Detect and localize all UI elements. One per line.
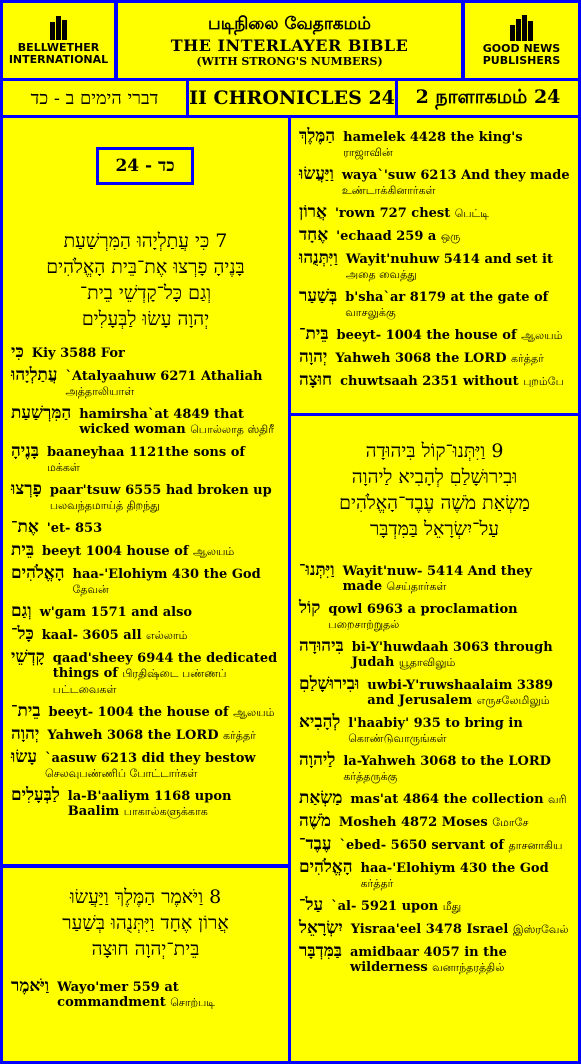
entry-row (299, 225, 570, 245)
entry-text (331, 899, 461, 915)
entry-row (299, 560, 570, 595)
entry-hebrew: קָדְשֵׁי (11, 647, 45, 667)
entry-tamil-gloss: யூதாவிலும் (398, 656, 456, 669)
entry-tamil-gloss: பறைசாற்றுதல் (328, 618, 400, 631)
entry-text (53, 651, 280, 698)
entry-row (299, 370, 570, 390)
entry-english: la-Yahweh 3068 to the LORD (343, 754, 551, 769)
entry-row (299, 788, 570, 808)
entry-tamil-gloss: மீது (442, 900, 462, 913)
entry-row (299, 248, 570, 283)
entry-english: `ebed- 5650 servant of (339, 838, 505, 853)
entry-text (66, 369, 280, 400)
entry-tamil-gloss: வாசலுக்கு (345, 306, 396, 319)
entry-row (11, 601, 280, 621)
entry-english: amidbaar 4057 in the wilderness (350, 945, 507, 975)
entry-hebrew: בָּנֶיהָ (11, 441, 39, 461)
verse8b-entries (291, 118, 578, 390)
verse9-hebrew: 9 וַיִּתְּנוּ־קוֹל בִּיהוּדָה וּבִירוּשָׁלַםִ לְהָבִיא לַיהוָה מַשְׂאַת מֹשֶׁה עֶבֶד־הָאֱלֹהִים עַל־יִשְׂרָאֵל בַּמִּדְבָּר (339, 440, 530, 540)
entry-english: beeyt 1004 house of (42, 544, 189, 559)
entry-text (50, 483, 280, 514)
entry-english: l'haabiy' 935 to bring in (348, 716, 523, 731)
entry-row (299, 895, 570, 915)
entry-tamil-gloss: செலவுபண்ணிப் போட்டார்கள் (45, 767, 198, 780)
entry-tamil-gloss: கர்த்தருக்கு (343, 770, 398, 783)
entry-hebrew: מֹשֶׁה (299, 811, 331, 831)
entry-english: hamirsha`at 4849 that wicked woman (79, 407, 244, 437)
entry-text (340, 838, 563, 854)
entry-english: `al- 5921 upon (331, 899, 439, 914)
entry-text (73, 567, 281, 598)
entry-text (335, 206, 489, 222)
entry-text (40, 605, 193, 620)
entry-text (42, 544, 234, 560)
entry-text (336, 229, 460, 245)
entry-row (11, 976, 280, 1011)
entry-tamil-gloss: கர்த்தர் (223, 729, 256, 742)
entry-tamil-gloss: கர்த்தர் (360, 877, 394, 890)
entry-english: mas'at 4864 the collection (350, 792, 544, 807)
entry-row (299, 202, 570, 222)
entry-tamil-gloss: மோசே (492, 816, 529, 829)
entry-row (299, 918, 570, 938)
entry-tamil-gloss: எருசலேமிலும் (476, 694, 550, 707)
entry-tamil-gloss: புறம்பே (523, 375, 564, 388)
entry-text (47, 521, 102, 536)
entry-hebrew: בֵית־ (11, 701, 41, 721)
entry-row (11, 517, 280, 537)
entry-row (11, 479, 280, 514)
entry-english: uwbi-Y'ruwshaalaim 3389 and Jerusalem (367, 678, 554, 708)
entry-row (11, 365, 280, 400)
right-logo-line1: GOOD NEWS (482, 41, 561, 55)
entry-text (351, 922, 569, 938)
entry-hebrew: וַיֹּאמֶר (11, 976, 50, 996)
entry-text (348, 716, 570, 747)
entry-row (299, 126, 570, 161)
entry-text (361, 861, 571, 892)
entry-row (299, 324, 570, 344)
title-block (118, 3, 461, 78)
entry-row (11, 441, 280, 476)
entry-row (299, 941, 570, 976)
hebrew-book-label: דברי הימים ב - כד (3, 81, 186, 115)
entry-tamil-gloss: மக்கள் (46, 461, 80, 474)
entry-hebrew: חוּצָה (299, 370, 333, 390)
entry-hebrew: פָרְצוּ (11, 479, 42, 499)
entry-hebrew: הַמִּרְשַׁעַת (11, 403, 72, 423)
entry-hebrew: אֲרוֹן (299, 202, 327, 222)
entry-hebrew: וַיַּעֲשׂוּ (299, 164, 334, 184)
verse7-hebrew: 7 כִּי עֲתַלְיָהוּ הַמִּרְשַׁעַת בָּנֶיהָ פָרְצוּ אֶת־בֵּית הָאֱלֹהִים וְגַם כָּל־קָדְשֵׁי בֵית־ יְהוָה עָשׂוּ לַבְּעָלִים (46, 230, 245, 330)
entry-english: qowl 6963 a proclamation (328, 602, 518, 617)
entry-tamil-gloss: வரி (548, 793, 567, 806)
entry-english: Mosheh 4872 Moses (338, 815, 488, 830)
entry-english: b'sha`ar 8179 at the gate of (345, 290, 549, 305)
entry-english: baaneyhaa 1121the sons of (46, 445, 245, 460)
entry-tamil-gloss: பலவந்தமாய்த் திறந்து (49, 499, 160, 512)
entry-hebrew: אֶחָד (299, 225, 329, 245)
entry-english: Wayit'nuw- 5414 And they made (342, 564, 533, 594)
verse8-panel (3, 868, 288, 1061)
entry-row (11, 701, 280, 721)
entry-row (299, 857, 570, 892)
entry-english: `aasuw 6213 did they bestow (45, 751, 256, 766)
entry-hebrew: עֲתַלְיָהוּ (11, 365, 58, 385)
entry-text (342, 168, 570, 199)
entry-text (343, 754, 570, 785)
entry-text (79, 407, 280, 438)
entry-tamil-gloss: செய்தார்கள் (386, 580, 447, 593)
people-icon (510, 15, 533, 41)
entry-row (11, 563, 280, 598)
entry-row (299, 636, 570, 671)
shepherd-staff-icon (50, 16, 67, 40)
entry-hebrew: בְּשַׁעַר (299, 286, 338, 306)
entry-tamil-gloss: ஆலயம் (233, 706, 275, 719)
entry-text (42, 628, 188, 644)
entry-text (335, 351, 544, 367)
verse9-entries (291, 542, 578, 976)
entry-hebrew: הָאֱלֹהִים (299, 857, 353, 877)
entry-text (47, 728, 256, 744)
entry-hebrew: יִשְׂרָאֵל (299, 918, 343, 938)
entry-english: haa-'Elohiym 430 the God (72, 567, 261, 582)
entry-english: Kiy 3588 For (31, 346, 125, 361)
entry-english: bi-Y'huwdaah 3063 through Judah (351, 640, 553, 670)
entry-hebrew: לַבְּעָלִים (11, 785, 60, 805)
entry-text (32, 346, 125, 361)
entry-hebrew: עָשׂוּ (11, 747, 38, 767)
entry-english: la-B'aaliym 1168 upon Baalim (67, 789, 232, 819)
entry-row (299, 286, 570, 321)
entry-hebrew: בֵּית (11, 540, 35, 560)
entry-text (343, 130, 570, 161)
entry-tamil-gloss: அதை வைத்து (345, 268, 417, 281)
entry-tamil-gloss: கொண்டுவாருங்கள் (348, 732, 447, 745)
entry-hebrew: וְגַם (11, 601, 32, 621)
entry-tamil-gloss: இஸ்ரவேல் (512, 923, 569, 936)
entry-english: paar'tsuw 6555 had broken up (49, 483, 272, 498)
entry-text (350, 792, 566, 808)
entry-english: Yisraa'eel 3478 Israel (350, 922, 509, 937)
entry-english: Wayo'mer 559 at commandment (57, 980, 179, 1010)
entry-tamil-gloss: அத்தாலியாள் (65, 385, 135, 398)
bellwether-logo (3, 3, 114, 78)
entry-english: Yahweh 3068 the LORD (47, 728, 219, 743)
good-news-logo (465, 3, 578, 78)
left-logo-line2: INTERNATIONAL (8, 52, 109, 66)
entry-english: Yahweh 3068 the LORD (335, 351, 507, 366)
entry-hebrew: כִּי (11, 342, 24, 362)
entry-tamil-gloss: சொற்படி (170, 996, 216, 1009)
entry-tamil-gloss: எல்லாம் (146, 629, 188, 642)
entry-hebrew: וּבִירוּשָׁלַםִ (299, 674, 360, 694)
entry-row (11, 785, 280, 820)
entry-row (299, 164, 570, 199)
entry-text (367, 678, 570, 709)
entry-english: kaal- 3605 all (41, 628, 142, 643)
entry-row (299, 712, 570, 747)
entry-hebrew: בִּיהוּדָה (299, 636, 344, 656)
english-book-label: II CHRONICLES 24 (189, 81, 395, 115)
entry-row (299, 347, 570, 367)
entry-row (11, 647, 280, 698)
entry-english: haa-'Elohiym 430 the God (360, 861, 549, 876)
title-sub: (WITH STRONG'S NUMBERS) (196, 54, 383, 68)
entry-tamil-gloss: ஆலயம் (521, 329, 563, 342)
entry-english: beeyt- 1004 the house of (48, 705, 229, 720)
verse9-panel (291, 416, 578, 1061)
entry-text (68, 789, 280, 820)
entry-english: 'rown 727 chest (334, 206, 451, 221)
title-tamil: படிநிலை வேதாகமம் (208, 13, 371, 34)
entry-hebrew: אֶת־ (11, 517, 39, 537)
entry-text (57, 980, 280, 1011)
tamil-book-label: 2 நாளாகமம் 24 (398, 81, 578, 115)
verse8b-panel (291, 118, 578, 413)
entry-english: Wayit'nuhuw 5414 and set it (345, 252, 553, 267)
entry-row (299, 674, 570, 709)
entry-hebrew: לַיהוָה (299, 750, 336, 770)
entry-english: 'et- 853 (46, 521, 103, 536)
entry-hebrew: קוֹל (299, 598, 321, 618)
entry-row (299, 834, 570, 854)
entry-english: chuwtsaah 2351 without (340, 374, 519, 389)
chapter-badge: 24 - כד (96, 147, 194, 185)
entry-hebrew: בֵּית־ (299, 324, 329, 344)
entry-row (11, 724, 280, 744)
entry-english: `Atalyaahuw 6271 Athaliah (65, 369, 263, 384)
entry-row (299, 811, 570, 831)
entry-english: w'gam 1571 and also (39, 605, 193, 620)
entry-tamil-gloss: ராஜாவின் (343, 146, 393, 159)
entry-text (346, 252, 570, 283)
entry-text (339, 815, 529, 831)
entry-tamil-gloss: தேவன் (72, 583, 109, 596)
entry-text (350, 945, 570, 976)
verse8-hebrew: 8 וַיֹּאמֶר הַמֶּלֶךְ וַיַּעֲשׂוּ אֲרוֹן אֶחָד וַיִּתְּנֻהוּ בְּשַׁעַר בֵּית־יְהוָה חוּצָה (62, 886, 229, 960)
entry-tamil-gloss: உண்டாக்கினார்கள் (341, 184, 436, 197)
entry-tamil-gloss: கர்த்தர் (511, 352, 544, 365)
entry-english: beeyt- 1004 the house of (336, 328, 517, 343)
entry-hebrew: כָּל־ (11, 624, 34, 644)
entry-text (345, 290, 570, 321)
entry-text (49, 705, 275, 721)
entry-text (352, 640, 570, 671)
entry-row (299, 598, 570, 633)
entry-hebrew: עַל־ (299, 895, 324, 915)
entry-hebrew: הָאֱלֹהִים (11, 563, 65, 583)
entry-hebrew: וַיִּתְּנוּ־ (299, 560, 335, 580)
entry-english: 'echaad 259 a (336, 229, 437, 244)
left-logo-line1: BELLWETHER (17, 40, 100, 54)
entry-text (337, 328, 563, 344)
entry-row (11, 624, 280, 644)
entry-hebrew: הַמֶּלֶךְ (299, 126, 336, 146)
entry-tamil-gloss: வனாந்தரத்தில் (432, 961, 505, 974)
verse7-panel (3, 118, 288, 864)
entry-english: waya`'suw 6213 And they made (341, 168, 570, 183)
entry-row (11, 403, 280, 438)
title-main: THE INTERLAYER BIBLE (170, 35, 409, 55)
verse7-entries (3, 332, 288, 820)
entry-hebrew: בַּמִּדְבָּר (299, 941, 342, 961)
entry-hebrew: יְהוָה (299, 347, 328, 367)
entry-row (299, 750, 570, 785)
entry-tamil-gloss: ஆலயம் (192, 545, 235, 558)
entry-row (11, 540, 280, 560)
entry-text (340, 374, 564, 390)
entry-tamil-gloss: ஒரு (440, 230, 461, 243)
entry-tamil-gloss: தாசனாகிய (508, 839, 563, 852)
entry-hebrew: עֶבֶד־ (299, 834, 332, 854)
entry-tamil-gloss: பொல்லாத ஸ்திரீ (190, 423, 274, 436)
entry-hebrew: לְהָבִיא (299, 712, 341, 732)
entry-hebrew: וַיִּתְּנֻהוּ (299, 248, 338, 268)
entry-text (343, 564, 570, 595)
entry-tamil-gloss: பெட்டி (454, 207, 490, 220)
entry-english: qaad'sheey 6944 the dedicated things of (52, 651, 278, 681)
entry-english: hamelek 4428 the king's (343, 130, 523, 145)
verse8-entries (3, 962, 288, 1011)
entry-row (11, 747, 280, 782)
entry-row (11, 342, 280, 362)
entry-hebrew: מַשְׂאַת (299, 788, 343, 808)
entry-text (45, 751, 280, 782)
entry-text (328, 602, 570, 633)
entry-hebrew: יְהוָה (11, 724, 40, 744)
right-logo-line2: PUBLISHERS (482, 53, 561, 67)
entry-tamil-gloss: பிரதிஷ்டை பண்ணப் பட்டவைகள் (52, 667, 227, 696)
entry-text (47, 445, 280, 476)
entry-tamil-gloss: பாகால்களுக்காக (123, 805, 208, 818)
